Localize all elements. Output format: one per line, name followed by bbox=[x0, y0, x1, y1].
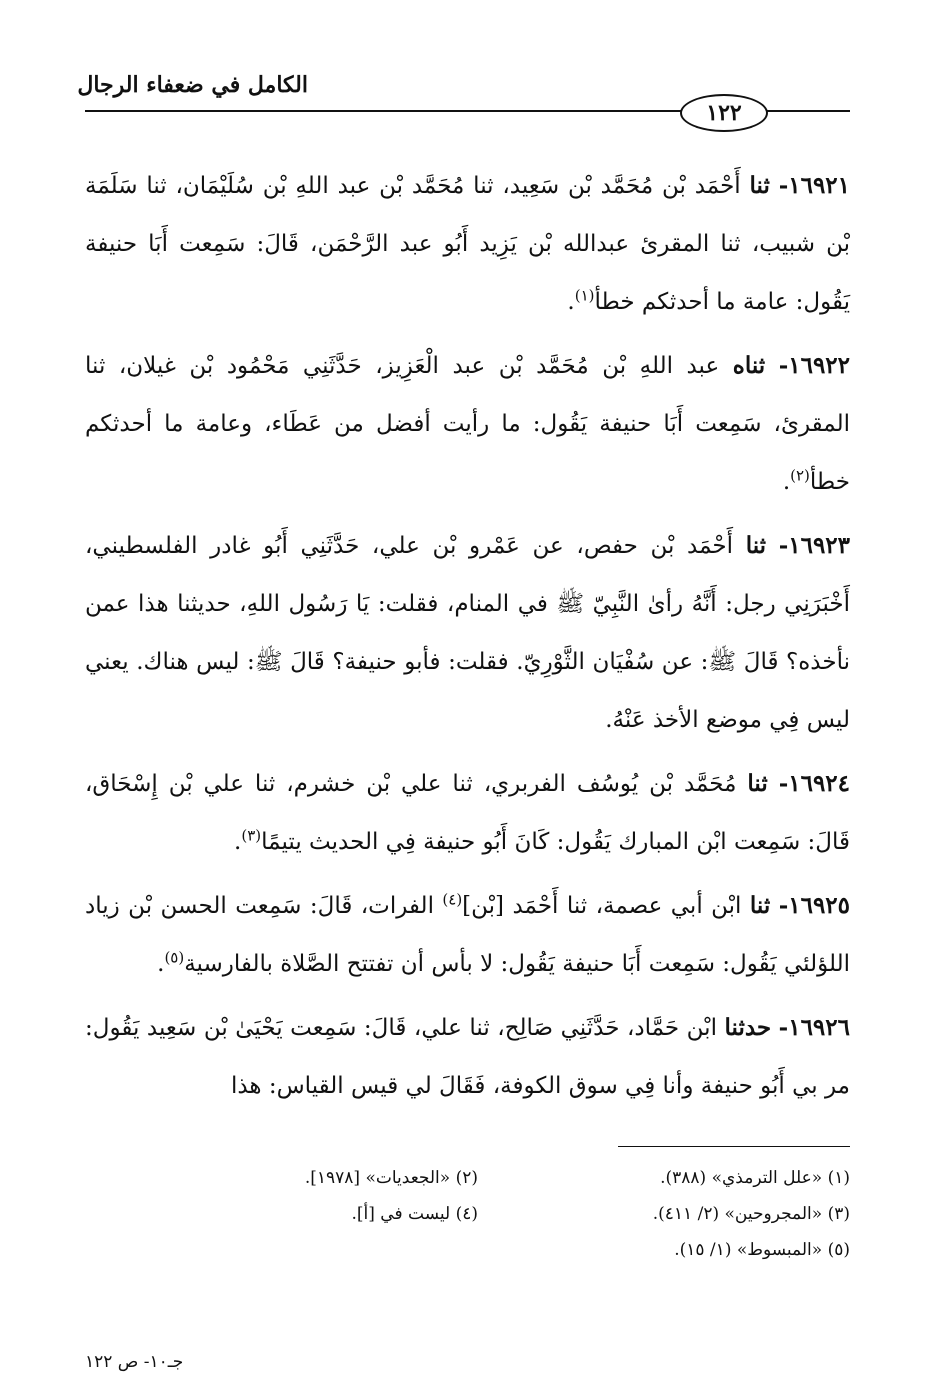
main-text bbox=[85, 157, 850, 1121]
entry-16923 bbox=[85, 517, 850, 749]
entry-number: ١٦٩٢٢- bbox=[778, 352, 851, 379]
footnotes bbox=[230, 1160, 850, 1268]
isnad-word: ثناه bbox=[732, 352, 766, 379]
footnote-marker: (٣) bbox=[241, 826, 262, 845]
isnad-word: حدثنا bbox=[724, 1014, 772, 1041]
entry-text: مُحَمَّد بْن يُوسُف الفربري، ثنا علي بْن خشرم، ثنا علي بْن إِسْحَاق، قَالَ: سَمِعت ابْن المبارك يَقُول: كَانَ أَبُو حنيفة فِي الحديث يتيمًا bbox=[85, 771, 850, 855]
isnad-word: ثنا bbox=[749, 892, 771, 919]
footnote-rule bbox=[618, 1146, 850, 1147]
entry-text: أَحْمَد بْن حفص، عن عَمْرو بْن علي، حَدَّثَنِي أَبُو غادر الفلسطيني، أَخْبَرَنِي رجل: أَنَّهُ رأىٰ النَّبِيّ ﷺ في المنام، فقلت: يَا رَسُول اللهِ، حديثنا هذا عمن نأخذه؟ قَالَ ﷺ: عن سُفْيَان الثَّوْرِيّ. فقلت: فأبو حنيفة؟ قَالَ ﷺ: ليس هناك. يعني ليس فِي موضع الأخذ عَنْهُ. bbox=[85, 533, 850, 733]
footnote-4: (٤) ليست في [أ]. bbox=[351, 1204, 478, 1224]
isnad-word: ثنا bbox=[745, 532, 767, 559]
entry-end: . bbox=[234, 829, 242, 855]
isnad-word: ثنا bbox=[749, 172, 770, 199]
entry-number: ١٦٩٢٥- bbox=[778, 892, 851, 919]
entry-text: أَحْمَد بْن مُحَمَّد بْن سَعِيد، ثنا مُحَمَّد بْن عبد اللهِ بْن سُلَيْمَان، ثنا سَلَمَة بْن شبيب، ثنا المقرئ عبدالله بْن يَزِيد أَبُو عبد الرَّحْمَن، قَالَ: سَمِعت أَبَا حنيفة يَقُول: عامة ما أحدثكم خطأ bbox=[85, 173, 850, 315]
entry-end: . bbox=[157, 951, 165, 977]
footnote-row bbox=[230, 1196, 850, 1232]
footnote-marker: (٤) bbox=[442, 890, 463, 909]
footnote-3: (٣) «المجروحين» (٢/ ٤١١). bbox=[652, 1204, 850, 1224]
footnote-marker: (٥) bbox=[164, 948, 185, 967]
footnote-marker: (٢) bbox=[790, 466, 810, 485]
footnote-2: (٢) «الجعديات» [١٩٧٨]. bbox=[304, 1168, 478, 1188]
footnote-5: (٥) «المبسوط» (١/ ١٥). bbox=[674, 1240, 850, 1260]
page-number-badge: ١٢٢ bbox=[680, 94, 768, 132]
footnote-row bbox=[230, 1232, 850, 1268]
entry-end: . bbox=[567, 289, 575, 315]
entry-16925 bbox=[85, 877, 850, 993]
volume-page-reference: جـ١٠- ص ١٢٢ bbox=[85, 1352, 184, 1372]
entry-16924 bbox=[85, 755, 850, 871]
entry-number: ١٦٩٢١- bbox=[778, 172, 851, 199]
entry-end: . bbox=[782, 469, 791, 495]
entry-text: ابْن حَمَّاد، حَدَّثَنِي صَالِح، ثنا علي، قَالَ: سَمِعت يَحْيَىٰ بْن سَعِيد يَقُول: مر بي أَبُو حنيفة وأنا فِي سوق الكوفة، فَقَالَ لي قيس القياس: هذا bbox=[85, 1015, 850, 1099]
entry-text: عبد اللهِ بْن مُحَمَّد بْن عبد الْعَزِيز، حَدَّثَنِي مَحْمُود بْن غيلان، ثنا المقرئ، سَمِعت أَبَا حنيفة يَقُول: ما رأيت أفضل من عَطَاء، وعامة ما أحدثكم خطأ bbox=[85, 353, 850, 495]
footnote-marker: (١) bbox=[574, 286, 595, 305]
entry-16922 bbox=[85, 337, 850, 511]
footnote-row bbox=[230, 1160, 850, 1196]
entry-number: ١٦٩٢٤- bbox=[778, 770, 851, 797]
entry-number: ١٦٩٢٦- bbox=[778, 1014, 850, 1041]
isnad-word: ثنا bbox=[747, 770, 768, 797]
book-title: الكامل في ضعفاء الرجال bbox=[77, 72, 308, 98]
entry-text-continued: الفرات، قَالَ: سَمِعت الحسن بْن زياد اللؤلئي يَقُول: سَمِعت أَبَا حنيفة يَقُول: لا بأس أن تفتتح الصَّلاة بالفارسية bbox=[85, 893, 850, 977]
entry-16921 bbox=[85, 157, 850, 331]
entry-16926 bbox=[85, 999, 850, 1115]
entry-number: ١٦٩٢٣- bbox=[778, 532, 851, 559]
entry-text: ابْن أبي عصمة، ثنا أَحْمَد [بْن] bbox=[462, 893, 742, 919]
footnote-1: (١) «علل الترمذي» (٣٨٨). bbox=[660, 1168, 850, 1188]
